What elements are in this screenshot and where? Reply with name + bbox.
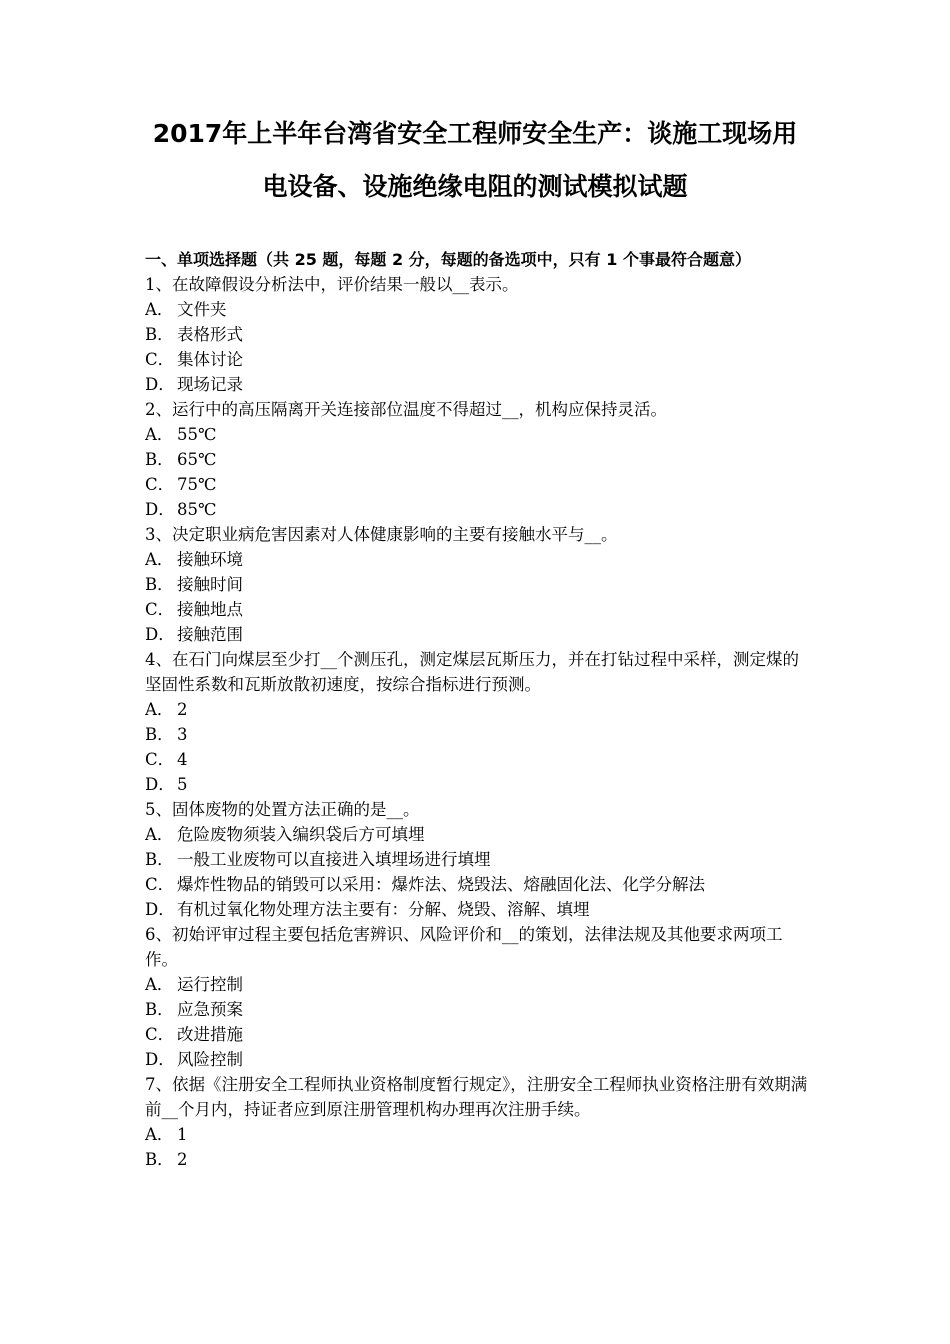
question-3: 3、决定职业病危害因素对人体健康影响的主要有接触水平与__。 <box>145 525 618 544</box>
question-3-option-b <box>145 572 810 597</box>
question-6-option-b <box>145 997 810 1022</box>
section-heading: 一、单项选择题（共 25 题，每题 2 分，每题的备选项中，只有 1 个事最符合题意） <box>145 250 751 269</box>
document-title-line-1: 2017年上半年台湾省安全工程师安全生产：谈施工现场用 <box>152 119 798 148</box>
question-1: 1、在故障假设分析法中，评价结果一般以__表示。 <box>145 275 519 294</box>
option-text: 集体讨论 <box>177 350 243 369</box>
option-text: 75℃ <box>177 475 217 494</box>
option-letter: C． <box>145 600 175 619</box>
option-text: 现场记录 <box>177 375 243 394</box>
question-4-option-a <box>145 697 810 722</box>
question-1-option-b <box>145 322 810 347</box>
option-letter: A． <box>145 425 174 444</box>
option-text: 1 <box>177 1125 188 1144</box>
question-2-option-b <box>145 447 810 472</box>
question-4-option-d <box>145 772 810 797</box>
option-letter: B． <box>145 1150 174 1169</box>
option-text: 4 <box>177 750 188 769</box>
option-letter: C． <box>145 1025 175 1044</box>
question-6-option-c <box>145 1022 810 1047</box>
question-2-option-d <box>145 497 810 522</box>
option-letter: A． <box>145 550 174 569</box>
option-text: 改进措施 <box>177 1025 243 1044</box>
question-3-option-a <box>145 547 810 572</box>
question-3-option-c <box>145 597 810 622</box>
option-text: 接触时间 <box>177 575 243 594</box>
option-letter: C． <box>145 475 175 494</box>
option-letter: B． <box>145 325 174 344</box>
option-text: 2 <box>177 700 188 719</box>
option-letter: A． <box>145 1125 174 1144</box>
option-letter: C． <box>145 875 175 894</box>
option-letter: A． <box>145 300 174 319</box>
question-1-option-d <box>145 372 810 397</box>
option-text: 爆炸性物品的销毁可以采用：爆炸法、烧毁法、熔融固化法、化学分解法 <box>177 875 705 894</box>
option-text: 危险废物须装入编织袋后方可填埋 <box>177 825 425 844</box>
option-text: 接触地点 <box>177 600 243 619</box>
question-6-option-a <box>145 972 810 997</box>
option-letter: A． <box>145 825 174 844</box>
option-letter: D． <box>145 500 175 519</box>
question-5-option-a <box>145 822 810 847</box>
option-letter: D． <box>145 375 175 394</box>
option-text: 2 <box>177 1150 188 1169</box>
option-text: 表格形式 <box>177 325 243 344</box>
question-7-option-b <box>145 1147 810 1172</box>
question-6-option-d <box>145 1047 810 1072</box>
question-5-option-d <box>145 897 810 922</box>
option-letter: B． <box>145 450 174 469</box>
exam-content <box>145 247 810 1172</box>
question-5-option-b <box>145 847 810 872</box>
question-1-option-c <box>145 347 810 372</box>
option-text: 运行控制 <box>177 975 243 994</box>
option-text: 接触范围 <box>177 625 243 644</box>
option-text: 一般工业废物可以直接进入填埋场进行填埋 <box>177 850 491 869</box>
option-letter: D． <box>145 1050 175 1069</box>
question-6: 6、初始评审过程主要包括危害辨识、风险评价和__的策划，法律法规及其他要求两项工作。 <box>145 925 783 969</box>
option-text: 65℃ <box>177 450 217 469</box>
option-text: 风险控制 <box>177 1050 243 1069</box>
option-letter: B． <box>145 575 174 594</box>
question-1-option-a <box>145 297 810 322</box>
option-letter: C． <box>145 750 175 769</box>
question-2-option-a <box>145 422 810 447</box>
option-text: 3 <box>177 725 188 744</box>
option-text: 接触环境 <box>177 550 243 569</box>
option-text: 文件夹 <box>177 300 227 319</box>
option-text: 应急预案 <box>177 1000 243 1019</box>
option-letter: D． <box>145 775 175 794</box>
option-letter: B． <box>145 850 174 869</box>
option-letter: B． <box>145 725 174 744</box>
option-letter: C． <box>145 350 175 369</box>
option-text: 有机过氧化物处理方法主要有：分解、烧毁、溶解、填埋 <box>177 900 590 919</box>
document-title-line-2: 电设备、设施绝缘电阻的测试模拟试题 <box>262 172 688 201</box>
question-4-option-b <box>145 722 810 747</box>
option-letter: A． <box>145 975 174 994</box>
question-4: 4、在石门向煤层至少打__个测压孔，测定煤层瓦斯压力，并在打钻过程中采样，测定煤的坚固性系数和瓦斯放散初速度，按综合指标进行预测。 <box>145 650 799 694</box>
question-4-option-c <box>145 747 810 772</box>
option-letter: A． <box>145 700 174 719</box>
question-3-option-d <box>145 622 810 647</box>
option-text: 55℃ <box>177 425 217 444</box>
option-letter: B． <box>145 1000 174 1019</box>
question-2: 2、运行中的高压隔离开关连接部位温度不得超过__，机构应保持灵活。 <box>145 400 667 419</box>
question-7-option-a <box>145 1122 810 1147</box>
option-text: 5 <box>177 775 188 794</box>
question-7: 7、依据《注册安全工程师执业资格制度暂行规定》，注册安全工程师执业资格注册有效期满前__个月内，持证者应到原注册管理机构办理再次注册手续。 <box>145 1075 808 1119</box>
question-5: 5、固体废物的处置方法正确的是__。 <box>145 800 420 819</box>
option-text: 85℃ <box>177 500 217 519</box>
question-2-option-c <box>145 472 810 497</box>
option-letter: D． <box>145 900 175 919</box>
option-letter: D． <box>145 625 175 644</box>
question-5-option-c <box>145 872 810 897</box>
